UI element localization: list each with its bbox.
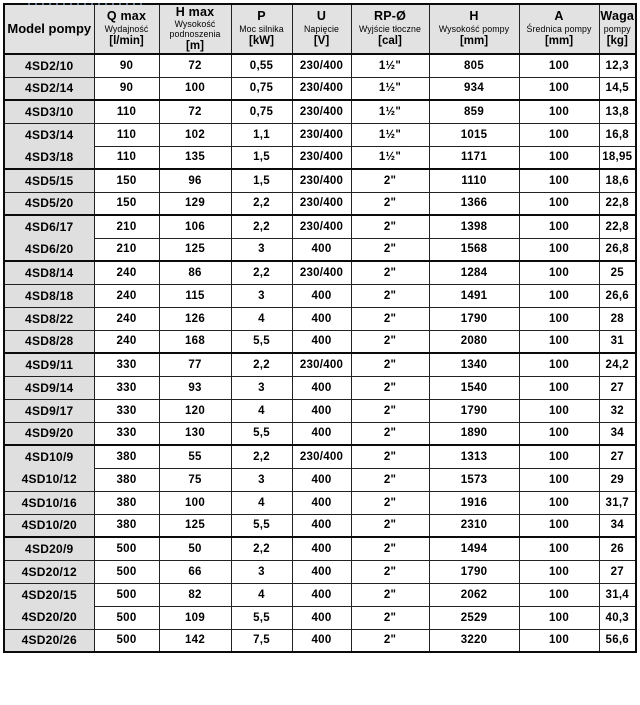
cell-u: 400	[292, 583, 351, 606]
cell-u: 230/400	[292, 192, 351, 215]
col-header-u-sublabel: Napięcie	[303, 23, 340, 34]
cell-u: 400	[292, 629, 351, 652]
col-header-qmax-unit: [l/min]	[109, 35, 144, 48]
cell-hmax: 135	[159, 146, 231, 169]
table-row	[4, 606, 636, 629]
cell-u: 230/400	[292, 54, 351, 77]
cell-u: 230/400	[292, 169, 351, 192]
cell-hmax: 77	[159, 353, 231, 376]
cell-h: 805	[429, 54, 519, 77]
cell-qmax: 380	[94, 468, 159, 491]
cell-h: 1284	[429, 261, 519, 284]
cell-qmax: 330	[94, 376, 159, 399]
cell-a: 100	[519, 54, 599, 77]
cell-qmax: 500	[94, 583, 159, 606]
cell-waga: 56,6	[599, 629, 636, 652]
cell-p: 3	[231, 376, 292, 399]
cell-waga: 29	[599, 468, 636, 491]
cell-p: 3	[231, 560, 292, 583]
col-header-hmax-label: H max	[175, 4, 215, 19]
cell-hmax: 126	[159, 307, 231, 330]
cell-hmax: 75	[159, 468, 231, 491]
cell-h: 1573	[429, 468, 519, 491]
table-row	[4, 238, 636, 261]
cell-h: 3220	[429, 629, 519, 652]
cell-p: 4	[231, 491, 292, 514]
cell-h: 1540	[429, 376, 519, 399]
cell-rp: 2"	[351, 399, 429, 422]
cell-model: 4SD2/14	[4, 77, 94, 100]
cell-waga: 22,8	[599, 192, 636, 215]
cell-hmax: 125	[159, 514, 231, 537]
cell-h: 1790	[429, 560, 519, 583]
cell-a: 100	[519, 514, 599, 537]
cell-u: 400	[292, 399, 351, 422]
cell-p: 1,5	[231, 169, 292, 192]
cell-qmax: 90	[94, 54, 159, 77]
cell-model: 4SD10/9	[4, 445, 94, 468]
cell-h: 1890	[429, 422, 519, 445]
cell-hmax: 102	[159, 123, 231, 146]
cell-h: 1398	[429, 215, 519, 238]
cell-waga: 27	[599, 445, 636, 468]
cell-waga: 31,7	[599, 491, 636, 514]
cell-h: 2529	[429, 606, 519, 629]
cell-waga: 27	[599, 560, 636, 583]
cell-model: 4SD9/17	[4, 399, 94, 422]
cell-waga: 34	[599, 422, 636, 445]
cell-p: 5,5	[231, 422, 292, 445]
cell-model: 4SD20/15	[4, 583, 94, 606]
cell-a: 100	[519, 284, 599, 307]
cell-rp: 1½"	[351, 77, 429, 100]
table-row	[4, 261, 636, 284]
cell-p: 3	[231, 468, 292, 491]
cell-h: 1340	[429, 353, 519, 376]
cell-model: 4SD20/26	[4, 629, 94, 652]
table-row	[4, 146, 636, 169]
cell-rp: 2"	[351, 261, 429, 284]
cell-p: 4	[231, 307, 292, 330]
cell-waga: 40,3	[599, 606, 636, 629]
cell-u: 230/400	[292, 445, 351, 468]
cell-qmax: 150	[94, 192, 159, 215]
cell-waga: 26,6	[599, 284, 636, 307]
cell-waga: 25	[599, 261, 636, 284]
cell-u: 230/400	[292, 215, 351, 238]
col-header-waga-unit: [kg]	[606, 35, 628, 48]
header-row	[4, 4, 636, 54]
cell-h: 1494	[429, 537, 519, 560]
cell-qmax: 210	[94, 215, 159, 238]
cell-model: 4SD3/18	[4, 146, 94, 169]
cell-hmax: 120	[159, 399, 231, 422]
cell-qmax: 110	[94, 100, 159, 123]
table-row	[4, 629, 636, 652]
cell-p: 5,5	[231, 606, 292, 629]
table-row	[4, 468, 636, 491]
cell-model: 4SD5/20	[4, 192, 94, 215]
table-header	[4, 4, 636, 54]
col-header-a-label: A	[554, 9, 564, 24]
cell-h: 1491	[429, 284, 519, 307]
cell-h: 1790	[429, 399, 519, 422]
cell-h: 2310	[429, 514, 519, 537]
cell-h: 859	[429, 100, 519, 123]
cell-u: 230/400	[292, 146, 351, 169]
cell-rp: 2"	[351, 192, 429, 215]
cell-a: 100	[519, 583, 599, 606]
cell-rp: 1½"	[351, 146, 429, 169]
col-header-u-unit: [V]	[313, 35, 330, 48]
cell-u: 400	[292, 238, 351, 261]
col-header-p	[231, 4, 292, 54]
cell-u: 400	[292, 307, 351, 330]
cell-rp: 2"	[351, 583, 429, 606]
table-row	[4, 583, 636, 606]
cell-hmax: 168	[159, 330, 231, 353]
cell-a: 100	[519, 606, 599, 629]
cell-qmax: 500	[94, 606, 159, 629]
cell-rp: 1½"	[351, 54, 429, 77]
table-row	[4, 215, 636, 238]
cell-hmax: 96	[159, 169, 231, 192]
cell-a: 100	[519, 330, 599, 353]
cell-p: 0,75	[231, 100, 292, 123]
cell-model: 4SD20/20	[4, 606, 94, 629]
col-header-rp-sublabel: Wyjście tłoczne	[358, 23, 422, 34]
col-header-waga	[599, 4, 636, 54]
cell-rp: 2"	[351, 330, 429, 353]
cell-hmax: 72	[159, 100, 231, 123]
cell-p: 5,5	[231, 330, 292, 353]
cell-a: 100	[519, 353, 599, 376]
cell-a: 100	[519, 468, 599, 491]
cell-p: 2,2	[231, 353, 292, 376]
cell-waga: 31,4	[599, 583, 636, 606]
cell-rp: 2"	[351, 468, 429, 491]
col-header-h-unit: [mm]	[459, 35, 489, 48]
cell-u: 400	[292, 376, 351, 399]
cell-u: 400	[292, 422, 351, 445]
cell-rp: 2"	[351, 376, 429, 399]
cell-qmax: 500	[94, 537, 159, 560]
cell-qmax: 210	[94, 238, 159, 261]
cell-waga: 16,8	[599, 123, 636, 146]
cell-waga: 26,8	[599, 238, 636, 261]
cell-rp: 2"	[351, 169, 429, 192]
col-header-a	[519, 4, 599, 54]
col-header-hmax	[159, 4, 231, 54]
cell-a: 100	[519, 629, 599, 652]
cell-u: 230/400	[292, 353, 351, 376]
cell-rp: 2"	[351, 491, 429, 514]
col-header-u	[292, 4, 351, 54]
cell-qmax: 90	[94, 77, 159, 100]
cell-model: 4SD3/14	[4, 123, 94, 146]
cell-hmax: 86	[159, 261, 231, 284]
cell-model: 4SD10/20	[4, 514, 94, 537]
cell-a: 100	[519, 123, 599, 146]
col-header-qmax-sublabel: Wydajność	[104, 23, 149, 34]
cell-p: 4	[231, 399, 292, 422]
cell-p: 2,2	[231, 192, 292, 215]
cell-hmax: 125	[159, 238, 231, 261]
cell-hmax: 100	[159, 77, 231, 100]
cell-waga: 12,3	[599, 54, 636, 77]
cell-a: 100	[519, 491, 599, 514]
cell-p: 3	[231, 284, 292, 307]
cell-h: 1790	[429, 307, 519, 330]
cell-p: 2,2	[231, 537, 292, 560]
cell-waga: 28	[599, 307, 636, 330]
cell-hmax: 82	[159, 583, 231, 606]
cell-rp: 2"	[351, 422, 429, 445]
cropped-caption-remnant	[28, 3, 146, 5]
cell-a: 100	[519, 192, 599, 215]
table-row	[4, 537, 636, 560]
cell-waga: 26	[599, 537, 636, 560]
col-header-h	[429, 4, 519, 54]
cell-hmax: 109	[159, 606, 231, 629]
table-row	[4, 560, 636, 583]
table-row	[4, 445, 636, 468]
cell-qmax: 500	[94, 629, 159, 652]
cell-qmax: 380	[94, 514, 159, 537]
table-row	[4, 491, 636, 514]
table-row	[4, 376, 636, 399]
cell-u: 400	[292, 491, 351, 514]
cell-qmax: 330	[94, 399, 159, 422]
cell-hmax: 55	[159, 445, 231, 468]
table-row	[4, 54, 636, 77]
cell-qmax: 240	[94, 307, 159, 330]
cell-rp: 2"	[351, 215, 429, 238]
cell-h: 1313	[429, 445, 519, 468]
cell-p: 5,5	[231, 514, 292, 537]
cell-a: 100	[519, 77, 599, 100]
cell-waga: 14,5	[599, 77, 636, 100]
cell-qmax: 110	[94, 146, 159, 169]
cell-rp: 2"	[351, 238, 429, 261]
cell-h: 2062	[429, 583, 519, 606]
cell-waga: 24,2	[599, 353, 636, 376]
col-header-a-sublabel: Średnica pompy	[526, 23, 592, 34]
cell-u: 400	[292, 537, 351, 560]
cell-qmax: 500	[94, 560, 159, 583]
cell-p: 4	[231, 583, 292, 606]
cell-qmax: 240	[94, 261, 159, 284]
cell-h: 934	[429, 77, 519, 100]
cell-qmax: 240	[94, 284, 159, 307]
cell-qmax: 110	[94, 123, 159, 146]
cell-u: 400	[292, 606, 351, 629]
table-row	[4, 100, 636, 123]
cell-p: 2,2	[231, 445, 292, 468]
cell-model: 4SD8/22	[4, 307, 94, 330]
cell-rp: 1½"	[351, 123, 429, 146]
cell-u: 400	[292, 284, 351, 307]
cell-model: 4SD6/20	[4, 238, 94, 261]
table-row	[4, 330, 636, 353]
cell-qmax: 330	[94, 422, 159, 445]
cell-qmax: 380	[94, 491, 159, 514]
col-header-model	[4, 4, 94, 54]
cell-u: 230/400	[292, 123, 351, 146]
cell-model: 4SD2/10	[4, 54, 94, 77]
cell-a: 100	[519, 238, 599, 261]
cell-hmax: 66	[159, 560, 231, 583]
table-body	[4, 54, 636, 652]
cell-hmax: 93	[159, 376, 231, 399]
cell-waga: 31	[599, 330, 636, 353]
col-header-h-label: H	[469, 9, 479, 24]
cell-hmax: 106	[159, 215, 231, 238]
cell-a: 100	[519, 537, 599, 560]
cell-model: 4SD5/15	[4, 169, 94, 192]
cell-a: 100	[519, 560, 599, 583]
cell-model: 4SD9/20	[4, 422, 94, 445]
cell-a: 100	[519, 307, 599, 330]
cell-model: 4SD10/12	[4, 468, 94, 491]
cell-u: 400	[292, 514, 351, 537]
table-row	[4, 123, 636, 146]
cell-rp: 2"	[351, 307, 429, 330]
cell-u: 400	[292, 560, 351, 583]
cell-p: 0,55	[231, 54, 292, 77]
cell-p: 2,2	[231, 215, 292, 238]
cell-model: 4SD6/17	[4, 215, 94, 238]
table-row	[4, 399, 636, 422]
cell-qmax: 150	[94, 169, 159, 192]
col-header-qmax-label: Q max	[106, 9, 147, 24]
cell-rp: 2"	[351, 629, 429, 652]
cell-p: 0,75	[231, 77, 292, 100]
cell-rp: 2"	[351, 353, 429, 376]
table-row	[4, 307, 636, 330]
cell-p: 3	[231, 238, 292, 261]
cell-waga: 27	[599, 376, 636, 399]
cell-a: 100	[519, 169, 599, 192]
cell-u: 230/400	[292, 100, 351, 123]
cell-a: 100	[519, 146, 599, 169]
table-row	[4, 169, 636, 192]
cell-waga: 22,8	[599, 215, 636, 238]
cell-model: 4SD10/16	[4, 491, 94, 514]
cell-qmax: 240	[94, 330, 159, 353]
cell-model: 4SD20/12	[4, 560, 94, 583]
cell-model: 4SD9/11	[4, 353, 94, 376]
col-header-rp-unit: [cal]	[378, 35, 402, 48]
cell-hmax: 129	[159, 192, 231, 215]
col-header-p-unit: [kW]	[249, 35, 274, 48]
col-header-rp-label: RP-Ø	[373, 9, 407, 24]
table-row	[4, 353, 636, 376]
cell-h: 1015	[429, 123, 519, 146]
cell-waga: 34	[599, 514, 636, 537]
cell-model: 4SD8/14	[4, 261, 94, 284]
cell-h: 1916	[429, 491, 519, 514]
col-header-model-label: Model pompy	[7, 20, 92, 36]
cell-rp: 2"	[351, 606, 429, 629]
cell-rp: 2"	[351, 560, 429, 583]
cell-model: 4SD9/14	[4, 376, 94, 399]
col-header-waga-sublabel: pompy	[603, 23, 631, 34]
cell-rp: 2"	[351, 284, 429, 307]
cell-a: 100	[519, 376, 599, 399]
cell-hmax: 130	[159, 422, 231, 445]
cell-u: 230/400	[292, 77, 351, 100]
cell-rp: 2"	[351, 537, 429, 560]
col-header-rp	[351, 4, 429, 54]
cell-a: 100	[519, 215, 599, 238]
cell-a: 100	[519, 399, 599, 422]
cell-model: 4SD8/28	[4, 330, 94, 353]
cell-waga: 18,6	[599, 169, 636, 192]
cell-p: 7,5	[231, 629, 292, 652]
table-row	[4, 77, 636, 100]
table-row	[4, 192, 636, 215]
cell-h: 1110	[429, 169, 519, 192]
cell-qmax: 380	[94, 445, 159, 468]
cell-hmax: 50	[159, 537, 231, 560]
col-header-qmax	[94, 4, 159, 54]
cell-qmax: 330	[94, 353, 159, 376]
cell-model: 4SD3/10	[4, 100, 94, 123]
table-row	[4, 514, 636, 537]
col-header-hmax-sublabel: Wysokość podnoszenia	[169, 19, 221, 39]
cell-waga: 13,8	[599, 100, 636, 123]
cell-rp: 1½"	[351, 100, 429, 123]
cell-waga: 18,95	[599, 146, 636, 169]
col-header-h-sublabel: Wysokość pompy	[438, 23, 510, 34]
cell-a: 100	[519, 445, 599, 468]
col-header-a-unit: [mm]	[544, 35, 574, 48]
cell-waga: 32	[599, 399, 636, 422]
cell-a: 100	[519, 100, 599, 123]
cell-p: 2,2	[231, 261, 292, 284]
cell-rp: 2"	[351, 445, 429, 468]
cell-model: 4SD20/9	[4, 537, 94, 560]
cell-u: 400	[292, 468, 351, 491]
cell-u: 230/400	[292, 261, 351, 284]
cell-hmax: 100	[159, 491, 231, 514]
col-header-waga-label: Waga	[600, 9, 635, 24]
cell-p: 1,5	[231, 146, 292, 169]
cell-a: 100	[519, 422, 599, 445]
cell-a: 100	[519, 261, 599, 284]
col-header-u-label: U	[316, 9, 327, 24]
cell-hmax: 142	[159, 629, 231, 652]
cell-h: 2080	[429, 330, 519, 353]
cell-hmax: 72	[159, 54, 231, 77]
cell-model: 4SD8/18	[4, 284, 94, 307]
cell-u: 400	[292, 330, 351, 353]
cell-hmax: 115	[159, 284, 231, 307]
cell-p: 1,1	[231, 123, 292, 146]
col-header-p-label: P	[257, 9, 266, 24]
col-header-hmax-unit: [m]	[186, 40, 204, 53]
cell-rp: 2"	[351, 514, 429, 537]
table-row	[4, 284, 636, 307]
pump-spec-table	[3, 3, 637, 653]
cell-h: 1366	[429, 192, 519, 215]
col-header-p-sublabel: Moc silnika	[239, 23, 284, 34]
cell-h: 1568	[429, 238, 519, 261]
cell-h: 1171	[429, 146, 519, 169]
table-row	[4, 422, 636, 445]
